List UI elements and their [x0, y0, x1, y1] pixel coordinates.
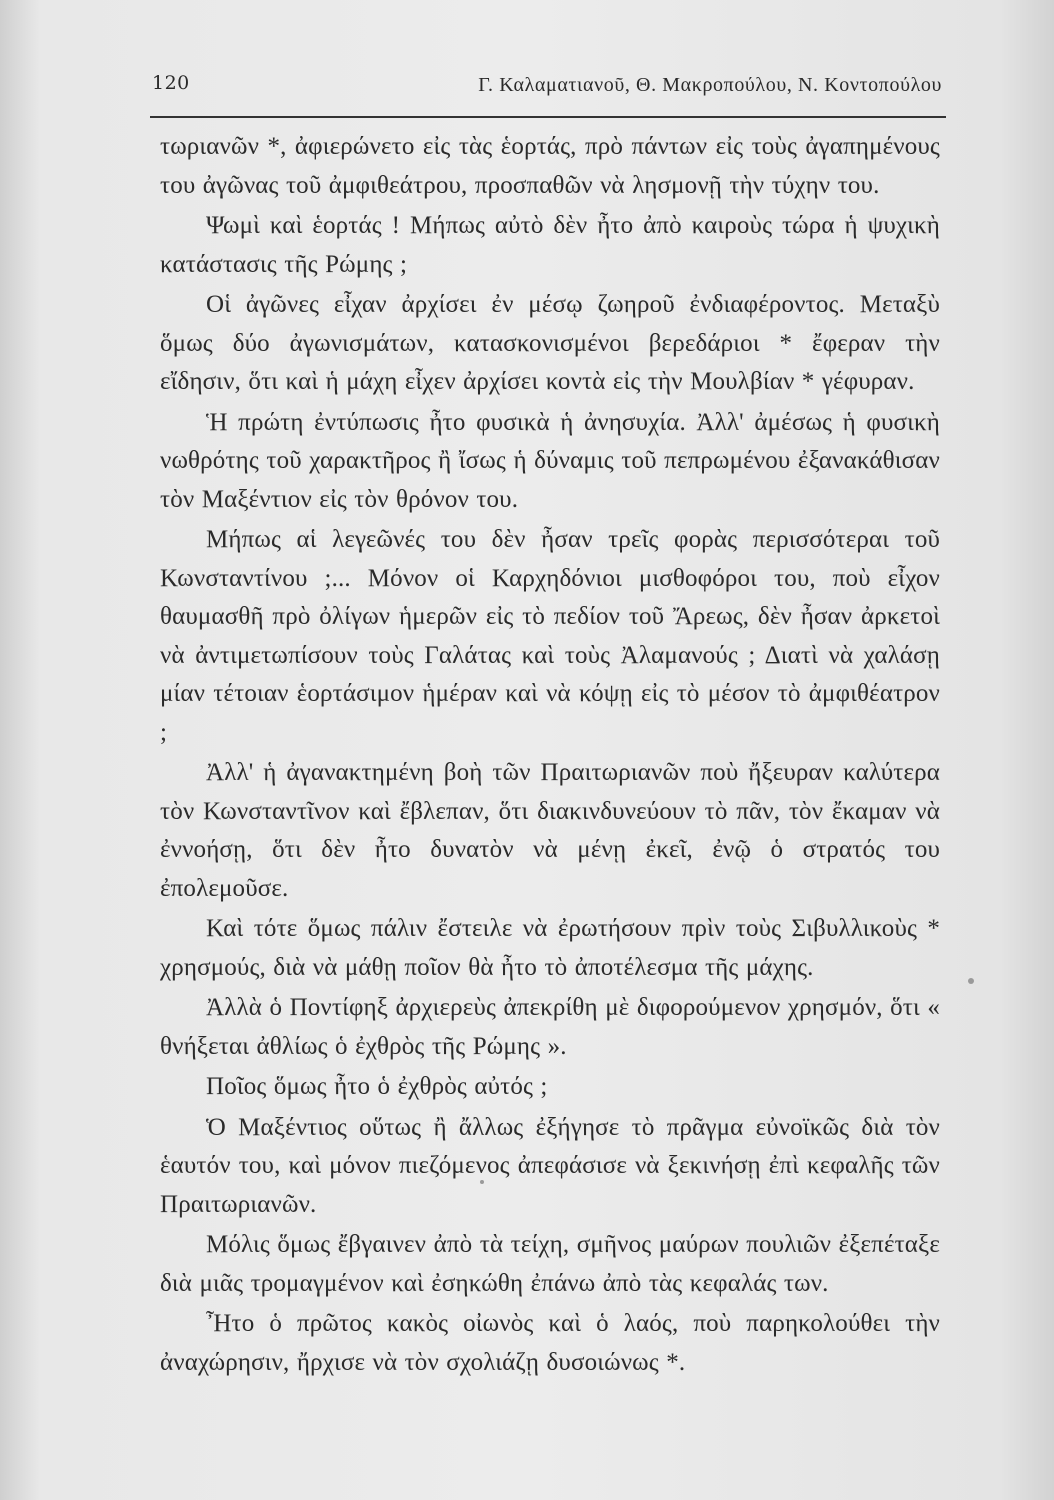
paragraph: τωριανῶν *, ἀφιερώνετο εἰς τὰς ἑορτάς, πρὸ πάντων εἰς τοὺς ἀγαπημένους του ἀγῶνας τοῦ ἀμφιθεάτρου, προσπαθῶν νὰ λησμονῇ τὴν τύχην του. [160, 133, 940, 199]
paragraph: Ποῖος ὅμως ἦτο ὁ ἐχθρὸς αὐτός ; [206, 1073, 548, 1100]
paragraph: Ἡ πρώτη ἐντύπωσις ἦτο φυσικὰ ἡ ἀνησυχία. Ἀλλ' ἀμέσως ἡ φυσικὴ νωθρότης τοῦ χαρακτῆρος ἢ ἴσως ἡ δύναμις τοῦ πεπρωμένου ἐξανακάθισαν τὸν Μαξέντιον εἰς τὸν θρόνον του. [160, 408, 940, 513]
paragraph: Μόλις ὅμως ἔβγαινεν ἀπὸ τὰ τείχη, σμῆνος μαύρων πουλιῶν ἐξεπέταξε διὰ μιᾶς τρομαγμένον καὶ ἐσηκώθη ἐπάνω ἀπὸ τὰς κεφαλάς των. [160, 1231, 940, 1297]
paragraph: Ἀλλ' ἡ ἀγανακτημένη βοὴ τῶν Πραιτωριανῶν ποὺ ἤξευραν καλύτερα τὸν Κωνσταντῖνον καὶ ἔβλεπαν, ὅτι διακινδυνεύουν τὸ πᾶν, τὸν ἔκαμαν νὰ ἐννοήσῃ, ὅτι δὲν ἦτο δυνατὸν νὰ μένῃ ἐκεῖ, ἐνῷ ὁ στρατός του ἐπολεμοῦσε. [160, 759, 940, 902]
paragraph: Καὶ τότε ὅμως πάλιν ἔστειλε νὰ ἐρωτήσουν πρὶν τοὺς Σιβυλλικοὺς * χρησμούς, διὰ νὰ μάθῃ ποῖον θὰ ἦτο τὸ ἀποτέλεσμα τῆς μάχης. [160, 915, 940, 981]
paper-speck [480, 1180, 484, 1184]
paragraph: Ἀλλὰ ὁ Ποντίφηξ ἀρχιερεὺς ἀπεκρίθη μὲ διφορούμενον χρησμόν, ὅτι « θνήξεται ἀθλίως ὁ ἐχθρὸς τῆς Ρώμης ». [160, 994, 940, 1060]
running-head: Γ. Καλαματιανοῦ, Θ. Μακροπούλου, Ν. Κοντοπούλου [478, 74, 942, 96]
paragraph: Οἱ ἀγῶνες εἶχαν ἀρχίσει ἐν μέσῳ ζωηροῦ ἐνδιαφέροντος. Μεταξὺ ὅμως δύο ἀγωνισμάτων, κατασκονισμένοι βερεδάριοι * ἔφεραν τὴν εἴδησιν, ὅτι καὶ ἡ μάχη εἶχεν ἀρχίσει κοντὰ εἰς τὴν Μουλβίαν * γέφυραν. [160, 291, 940, 395]
paragraph: Ὁ Μαξέντιος οὕτως ἢ ἄλλως ἐξήγησε τὸ πρᾶγμα εὐνοϊκῶς διὰ τὸν ἑαυτόν του, καὶ μόνον πιεζόμενος ἀπεφάσισε νὰ ξεκινήσῃ ἐπὶ κεφαλῆς τῶν Πραιτωριανῶν. [160, 1113, 940, 1218]
paragraph: Ψωμὶ καὶ ἑορτάς ! Μήπως αὐτὸ δὲν ἦτο ἀπὸ καιροὺς τώρα ἡ ψυχικὴ κατάστασις τῆς Ρώμης ; [160, 212, 940, 278]
paragraph: Μήπως αἱ λεγεῶνές του δὲν ἦσαν τρεῖς φορὰς περισσότεραι τοῦ Κωνσταντίνου ;... Μόνον οἱ Καρχηδόνιοι μισθοφόροι του, ποὺ εἶχον θαυμασθῆ πρὸ ὀλίγων ἡμερῶν εἰς τὸ πεδίον τοῦ Ἄρεως, δὲν ἦσαν ἀρκετοὶ νὰ ἀντιμετωπίσουν τοὺς Γαλάτας καὶ τοὺς Ἀλαμανούς ; Διατὶ νὰ χαλάσῃ μίαν τέτοιαν ἑορτάσιμον ἡμέραν καὶ νὰ κόψῃ εἰς τὸ μέσον τὸ ἀμφιθέατρον ; [160, 526, 940, 746]
paper-speck [968, 978, 974, 984]
page-header [152, 72, 942, 106]
paragraph: Ἦτο ὁ πρῶτος κακὸς οἰωνὸς καὶ ὁ λαός, ποὺ παρηκολούθει τὴν ἀναχώρησιν, ἤρχισε νὰ τὸν σχολιάζῃ δυσοιώνως *. [160, 1310, 940, 1376]
body-text [160, 128, 940, 1384]
page-number: 120 [152, 72, 190, 94]
header-rule [150, 116, 946, 118]
